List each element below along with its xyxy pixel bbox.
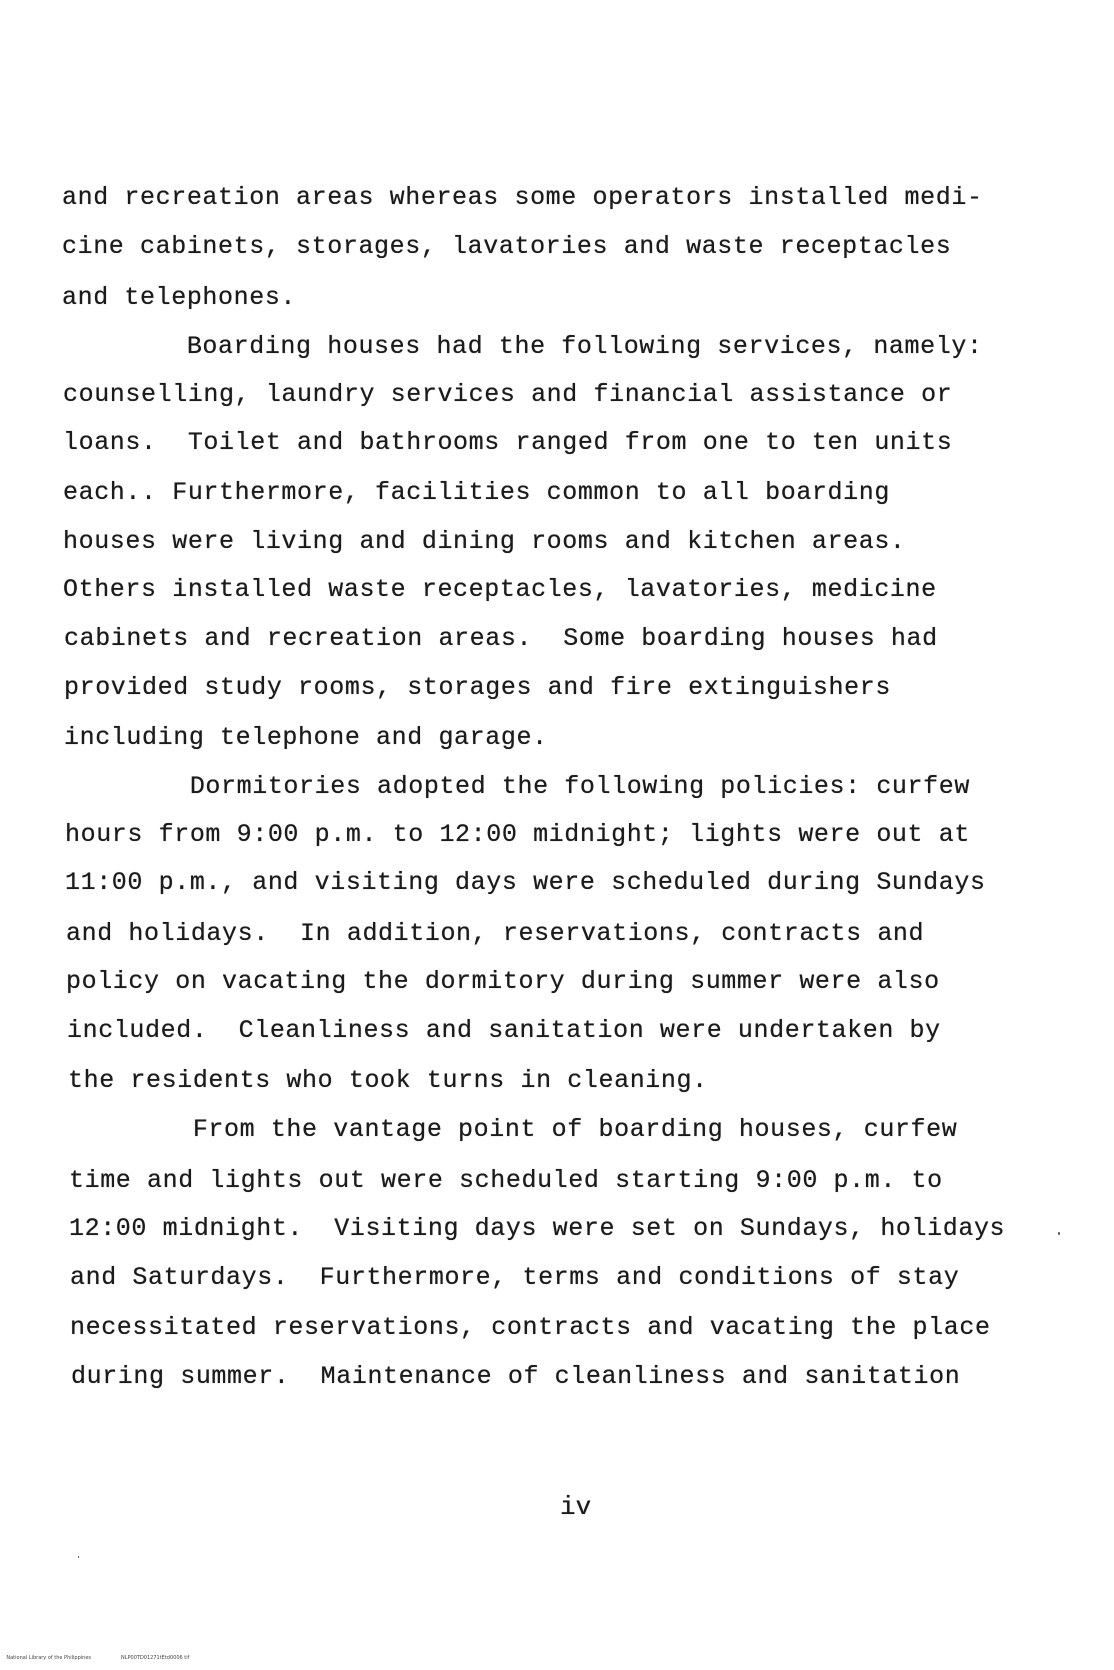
text-line: time and lights out were scheduled starting 9:00 p.m. to bbox=[69, 1166, 943, 1195]
text-line: Boarding houses had the following services, namely: bbox=[62, 332, 983, 361]
text-line: counselling, laundry services and financial assistance or bbox=[63, 380, 953, 409]
text-line: hours from 9:00 p.m. to 12:00 midnight; lights were out at bbox=[65, 820, 970, 849]
text-line: and Saturdays. Furthermore, terms and conditions of stay bbox=[70, 1263, 960, 1292]
text-line: and holidays. In addition, reservations, contracts and bbox=[66, 919, 925, 948]
scan-footer bbox=[0, 1646, 219, 1670]
text-line: policy on vacating the dormitory during summer were also bbox=[66, 967, 940, 996]
text-line: Others installed waste receptacles, lavatories, medicine bbox=[63, 575, 937, 604]
text-line: From the vantage point of boarding houses, curfew bbox=[68, 1115, 958, 1144]
text-line: the residents who took turns in cleaning. bbox=[68, 1066, 708, 1095]
footer-file-id: NLP00TD01271tEtd0006 tif bbox=[121, 1655, 190, 1661]
text-line: houses were living and dining rooms and kitchen areas. bbox=[63, 527, 906, 556]
text-line: provided study rooms, storages and fire extinguishers bbox=[64, 673, 891, 702]
text-line: including telephone and garage. bbox=[64, 723, 548, 752]
text-line: cine cabinets, storages, lavatories and waste receptacles bbox=[62, 232, 952, 261]
text-line: each.. Furthermore, facilities common to all boarding bbox=[63, 478, 890, 507]
text-line: loans. Toilet and bathrooms ranged from one to ten units bbox=[63, 428, 953, 457]
text-line: cabinets and recreation areas. Some boarding houses had bbox=[64, 624, 938, 653]
page-number: iv bbox=[560, 1492, 592, 1522]
text-line: included. Cleanliness and sanitation were undertaken by bbox=[67, 1016, 941, 1045]
scan-speck bbox=[78, 1556, 79, 1558]
text-line: 11:00 p.m., and visiting days were scheduled during Sundays bbox=[65, 868, 986, 897]
text-line: 12:00 midnight. Visiting days were set on Sundays, holidays bbox=[69, 1214, 1006, 1243]
scan-speck bbox=[1058, 1232, 1060, 1235]
text-line: Dormitories adopted the following policies: curfew bbox=[65, 772, 970, 801]
text-line: and telephones. bbox=[62, 283, 297, 312]
footer-library: National Library of the Philippines bbox=[6, 1655, 91, 1661]
text-line: and recreation areas whereas some operators installed medi- bbox=[62, 183, 983, 212]
text-line: necessitated reservations, contracts and vacating the place bbox=[70, 1313, 991, 1342]
text-line: during summer. Maintenance of cleanliness and sanitation bbox=[71, 1362, 961, 1391]
